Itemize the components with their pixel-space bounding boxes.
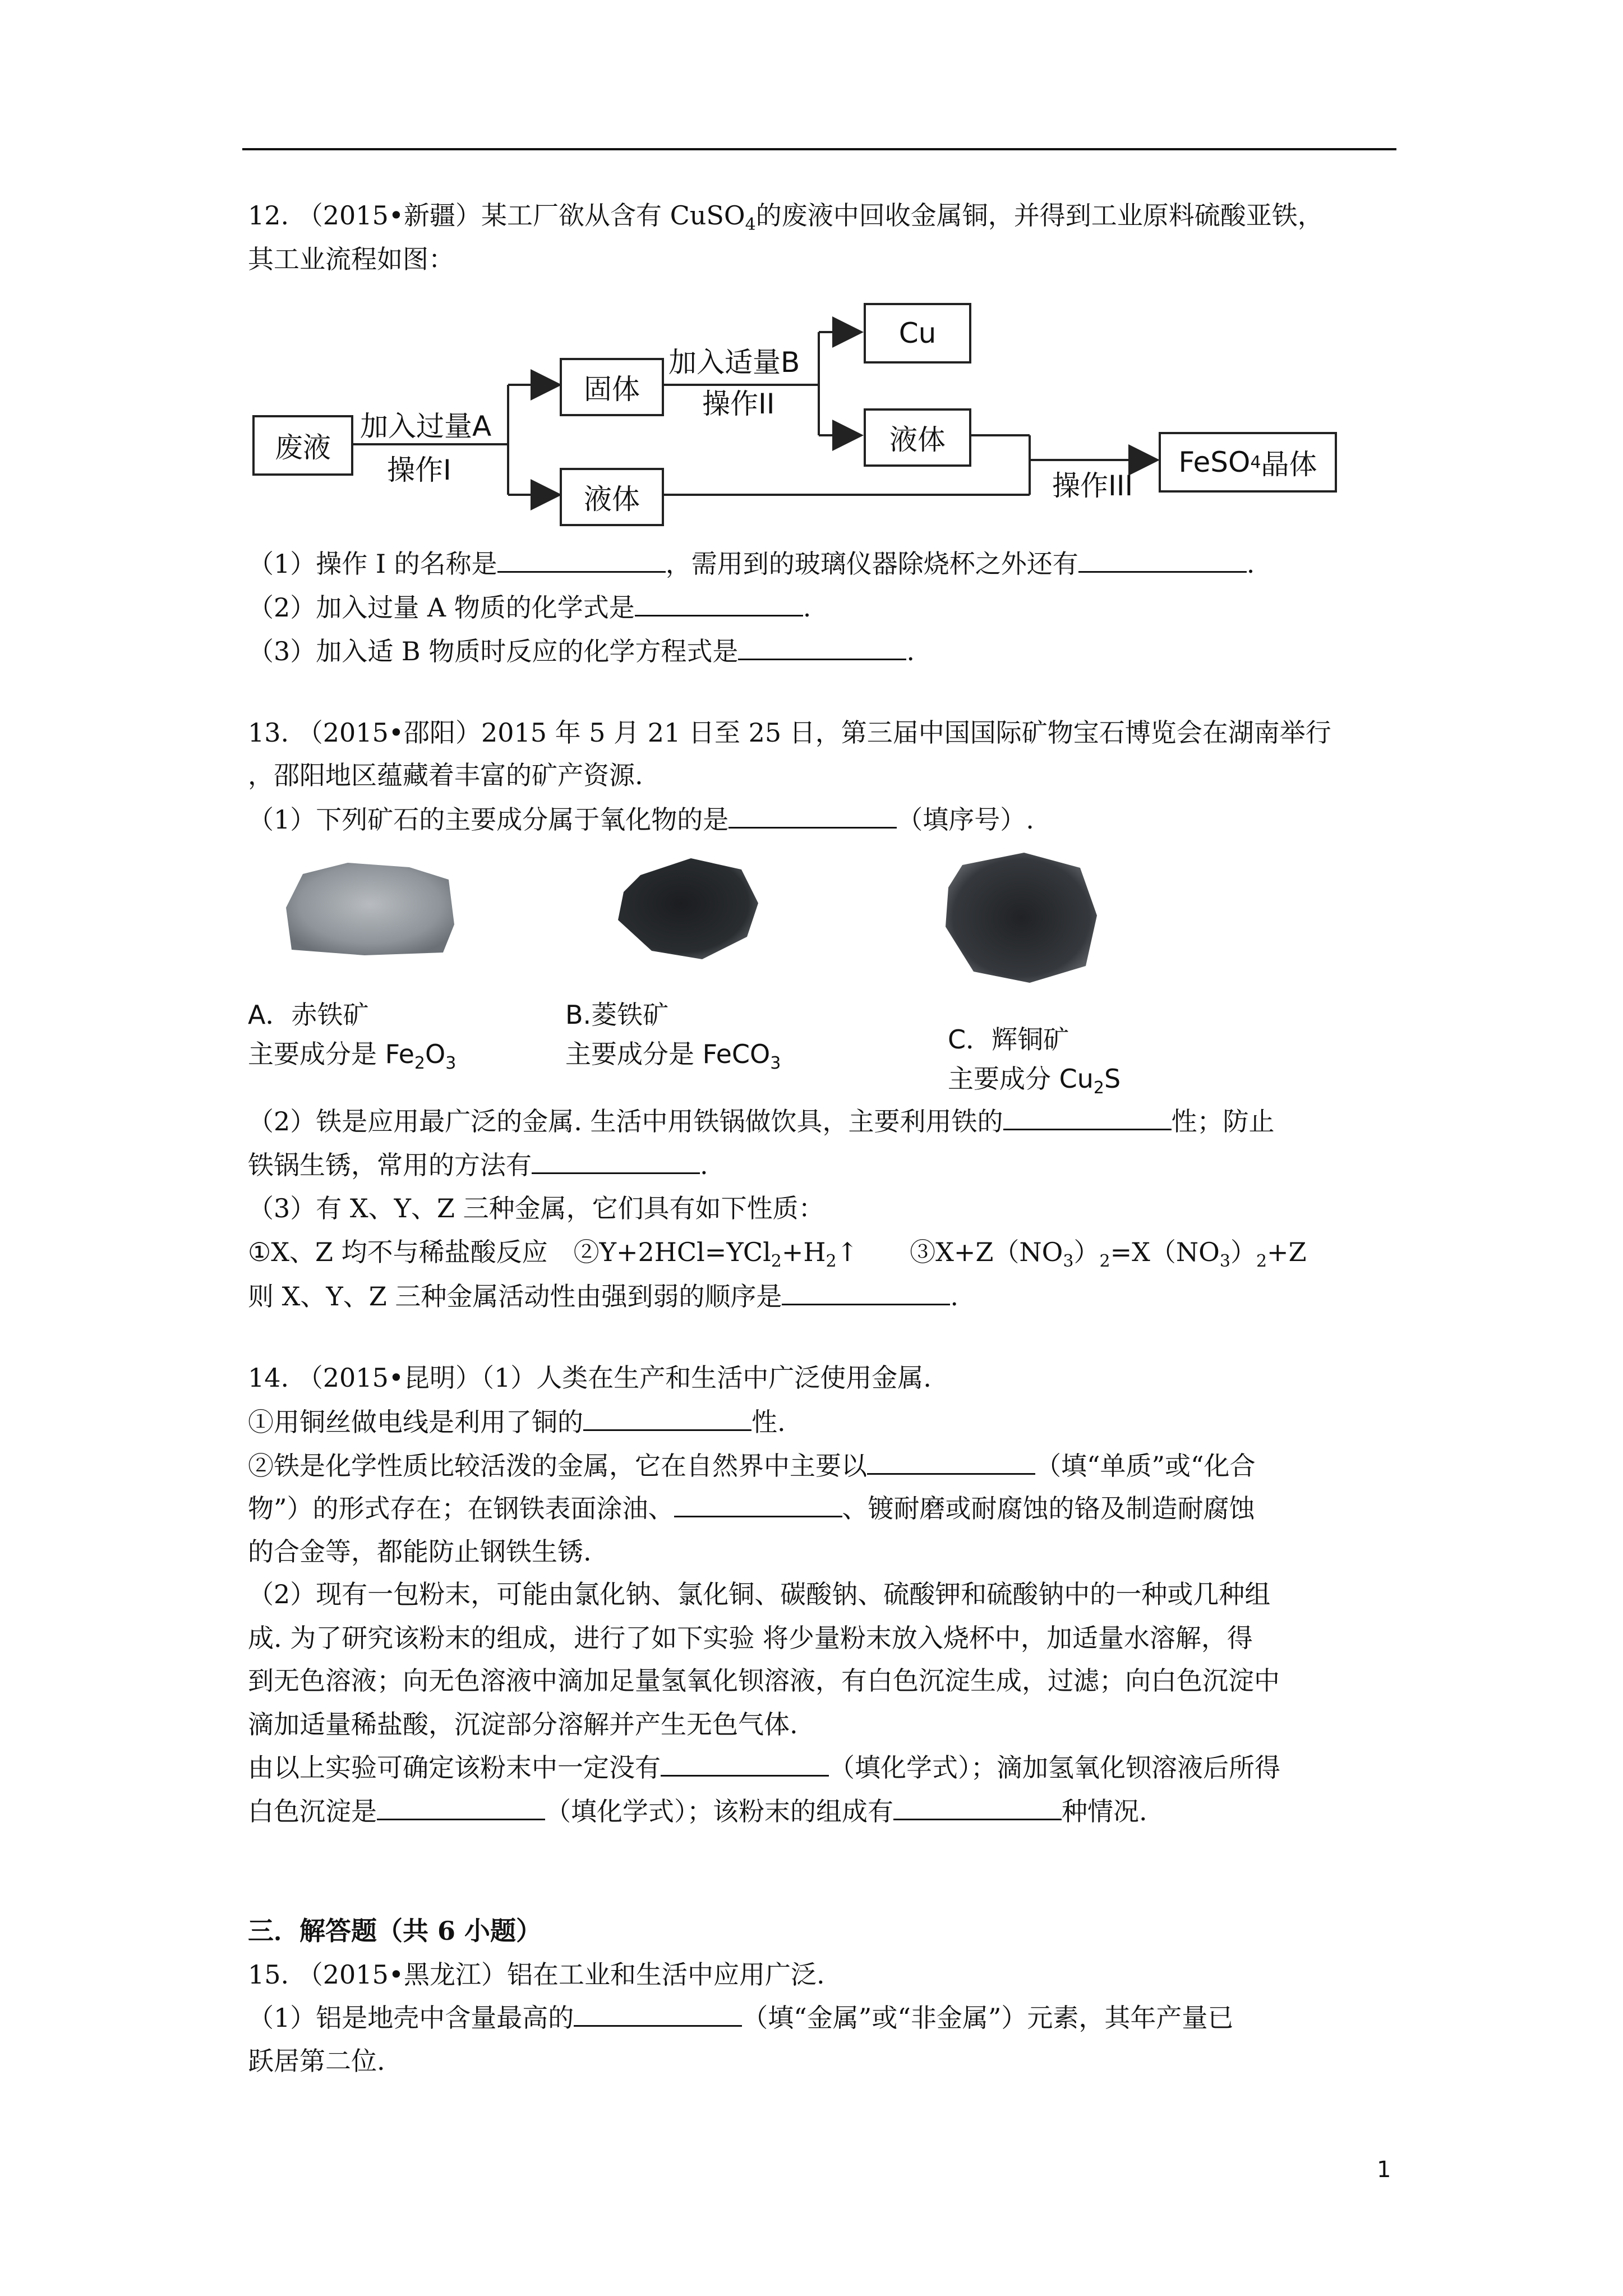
q13-sub2: （2）铁是应用最广泛的金属. 生活中用铁锅做饮具，主要利用铁的 性；防止 xyxy=(248,1103,1403,1139)
mineral-image-hematite xyxy=(280,857,460,958)
flow-label-step1-top: 加入过量A xyxy=(360,410,492,443)
answer-blank[interactable] xyxy=(574,1999,742,2027)
q15-sub1: （1）铝是地壳中含量最高的 （填“金属”或“非金属”）元素，其年产量已 xyxy=(248,1999,1403,2036)
answer-blank[interactable] xyxy=(583,1404,751,1431)
q14-p2-cont: 物”）的形式存在；在钢铁表面涂油、 、镀耐磨或耐腐蚀的铬及制造耐腐蚀 xyxy=(248,1490,1403,1526)
q14-s2-line1: （2）现有一包粉末，可能由氯化钠、氯化铜、碳酸钠、硫酸钾和硫酸钠中的一种或几种组 xyxy=(248,1579,1271,1609)
q13-sub2-cont: 铁锅生锈，常用的方法有 . xyxy=(248,1147,1403,1183)
answer-blank[interactable] xyxy=(674,1490,842,1517)
flow-box-solid: 固体 xyxy=(560,358,664,416)
answer-blank[interactable] xyxy=(893,1793,1062,1820)
q14-line1: 14. （2015•昆明）（1）人类在生产和生活中广泛使用金属. xyxy=(248,1363,932,1393)
answer-blank[interactable] xyxy=(1003,1103,1172,1130)
q13-sub1: （1）下列矿石的主要成分属于氧化物的是 （填序号）. xyxy=(248,801,1403,838)
answer-blank[interactable] xyxy=(738,633,906,660)
mineral-image-chalcocite xyxy=(934,848,1108,988)
q13-line1: 13. （2015•邵阳）2015 年 5 月 21 日至 25 日，第三届中国国际矿物宝石博览会在湖南举行 xyxy=(248,717,1331,748)
page-number: 1 xyxy=(1377,2157,1391,2183)
q12-sub3: （3）加入适 B 物质时反应的化学方程式是 . xyxy=(248,633,1403,669)
q13-properties: ①X、Z 均不与稀盐酸反应 $②Y+2HCl=YCl_2+H_2↑$ $③X+Z(NO_3)_2=X(NO_3)_2+Z$ xyxy=(248,1237,1307,1272)
answer-blank[interactable] xyxy=(532,1147,700,1174)
q15-sub1-cont: 跃居第二位. xyxy=(248,2046,385,2076)
flow-label-step3: 操作III xyxy=(1052,470,1133,502)
flow-label-step2-bottom: 操作II xyxy=(702,388,775,420)
mineral-caption-a: A．赤铁矿 主要成分是 $Fe_2O_3$ xyxy=(248,1000,457,1074)
q13-line2: ，邵阳地区蕴藏着丰富的矿产资源. xyxy=(248,760,643,790)
mineral-image-siderite xyxy=(607,853,769,965)
q14-conclusion2: 白色沉淀是 （填化学式）；该粉末的组成有 种情况. xyxy=(248,1793,1403,1829)
mineral-caption-c: C．辉铜矿 主要成分 $Cu_2S$ xyxy=(948,1024,1121,1098)
q14-s2-line2: 成. 为了研究该粉末的组成，进行了如下实验 将少量粉末放入烧杯中，加适量水溶解，得 xyxy=(248,1623,1253,1653)
answer-blank[interactable] xyxy=(1078,545,1247,573)
q12-line2: 其工业流程如图： xyxy=(248,244,454,274)
q14-p2-end: 的合金等，都能防止钢铁生锈. xyxy=(248,1536,592,1567)
q12-sub1: （1）操作 I 的名称是 ，需用到的玻璃仪器除烧杯之外还有 . xyxy=(248,545,1403,582)
q14-s2-line3: 到无色溶液；向无色溶液中滴加足量氢氧化钡溶液，有白色沉淀生成，过滤；向白色沉淀中 xyxy=(248,1665,1280,1696)
q14-p1: ①用铜丝做电线是利用了铜的 性. xyxy=(248,1404,1403,1440)
flow-label-step2-top: 加入适量B xyxy=(668,346,800,379)
flow-label-step1-bottom: 操作I xyxy=(387,454,451,486)
flow-box-liquid2: 液体 xyxy=(864,408,971,467)
answer-blank[interactable] xyxy=(661,1749,829,1777)
q12-sub2: （2）加入过量 A 物质的化学式是 . xyxy=(248,589,1403,625)
flow-box-waste: 废液 xyxy=(252,415,353,476)
q14-s2-line4: 滴加适量稀盐酸，沉淀部分溶解并产生无色气体. xyxy=(248,1709,798,1740)
q13-sub3: （3）有 X、Y、Z 三种金属，它们具有如下性质： xyxy=(248,1193,824,1223)
mineral-caption-b: B.菱铁矿 主要成分是 FeCO$_3$ xyxy=(565,1000,781,1074)
flow-box-liquid1: 液体 xyxy=(560,468,664,526)
flow-arrows xyxy=(0,0,1623,539)
answer-blank[interactable] xyxy=(867,1447,1035,1475)
q12-line1: 12. （2015•新疆）某工厂欲从含有 CuSO$_4$的废液中回收金属铜，并得到工业原料硫酸亚铁， xyxy=(248,200,1324,235)
answer-blank[interactable] xyxy=(497,545,666,573)
flow-box-product: FeSO 4 晶体 xyxy=(1159,432,1337,493)
q13-order: 则 X、Y、Z 三种金属活动性由强到弱的顺序是 . xyxy=(248,1278,1403,1314)
q14-p2: ②铁是化学性质比较活泼的金属，它在自然界中主要以 （填“单质”或“化合 xyxy=(248,1447,1403,1484)
answer-blank[interactable] xyxy=(728,801,897,829)
flow-box-cu: Cu xyxy=(864,303,971,364)
answer-blank[interactable] xyxy=(782,1278,950,1305)
section3-heading: 三．解答题（共 6 小题） xyxy=(248,1916,542,1946)
answer-blank[interactable] xyxy=(377,1793,545,1820)
answer-blank[interactable] xyxy=(635,589,803,616)
q14-conclusion1: 由以上实验可确定该粉末中一定没有 （填化学式）；滴加氢氧化钡溶液后所得 xyxy=(248,1749,1403,1786)
q15-line1: 15. （2015•黑龙江）铝在工业和生活中应用广泛. xyxy=(248,1959,825,1990)
